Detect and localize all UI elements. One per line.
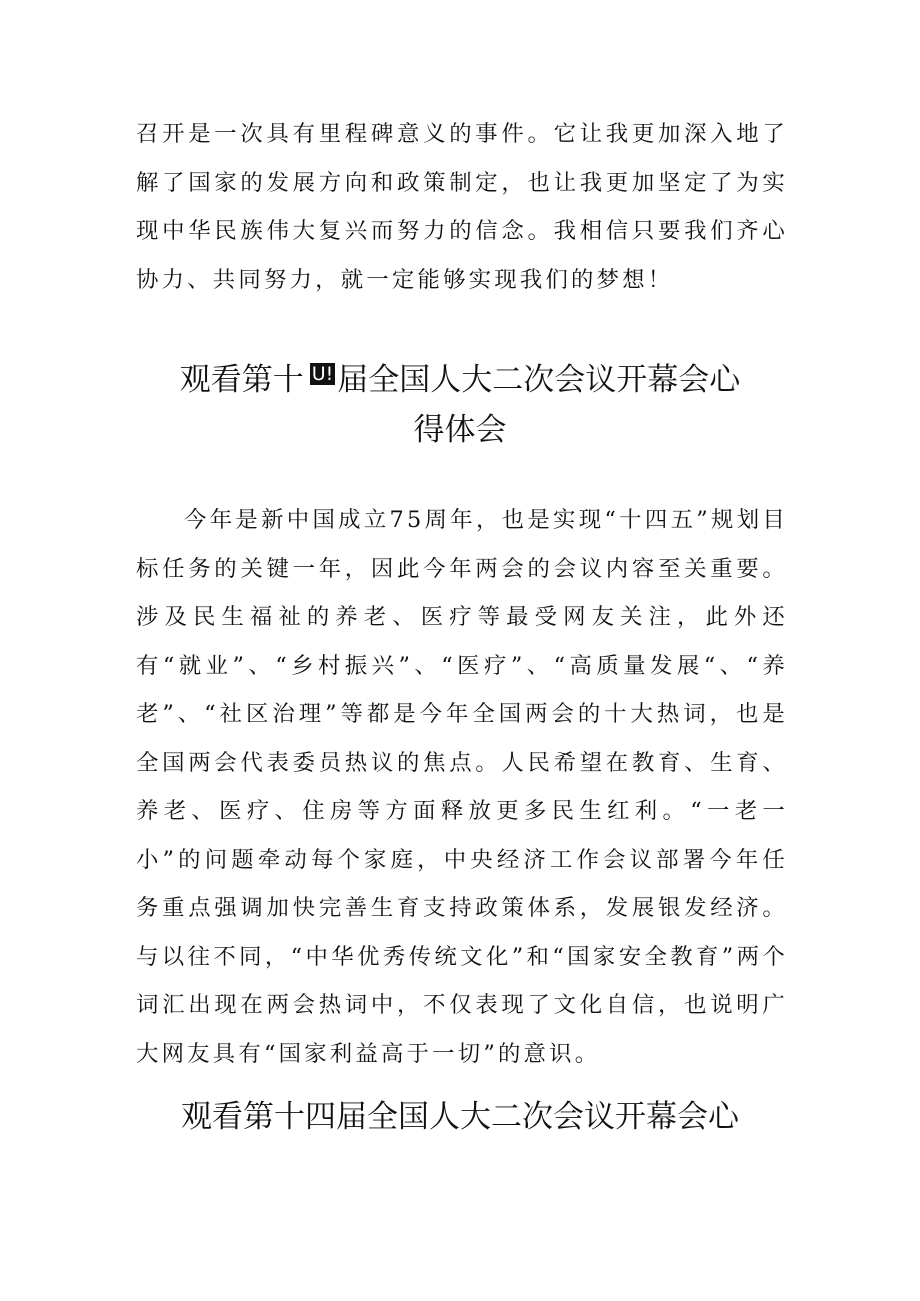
section-1-title-glitch-mark: U! [311, 363, 334, 385]
section-2-title: 观看第十四届全国人大二次会议开幕会心 [181, 1099, 739, 1135]
section-1-title-part-2: 届全国人大二次会议开幕会心 [337, 362, 741, 398]
section-1-title-line-2: 得体会 [413, 412, 507, 448]
section-1-title [120, 355, 800, 455]
section-1-body: 今年是新中国成立75周年，也是实现“十四五”规划目标任务的关键一年，因此今年两会的会议内容至关重要。涉及民生福祉的养老、医疗等最受网友关注，此外还有“就业”、“乡村振兴”、“医疗”、“高质量发展“、“养老”、“社区治理”等都是今年全国两会的十大热词，也是全国两会代表委员热议的焦点。人民希望在教育、生育、养老、医疗、住房等方面释放更多民生红利。“一老一小”的问题牵动每个家庭，中央经济工作会议部署今年任务重点强调加快完善生育支持政策体系，发展银发经济。与以往不同，“中华优秀传统文化”和“国家安全教育”两个词汇出现在两会热词中，不仅表现了文化自信，也说明广大网友具有“国家利益高于一切”的意识。 [136, 507, 788, 1067]
intro-paragraph: 召开是一次具有里程碑意义的事件。它让我更加深入地了解了国家的发展方向和政策制定，也让我更加坚定了为实现中华民族伟大复兴而努力的信念。我相信只要我们齐心协力、共同努力，就一定能够实现我们的梦想！ [136, 121, 788, 293]
section-1-title-part-1: 观看第十 [179, 362, 304, 398]
